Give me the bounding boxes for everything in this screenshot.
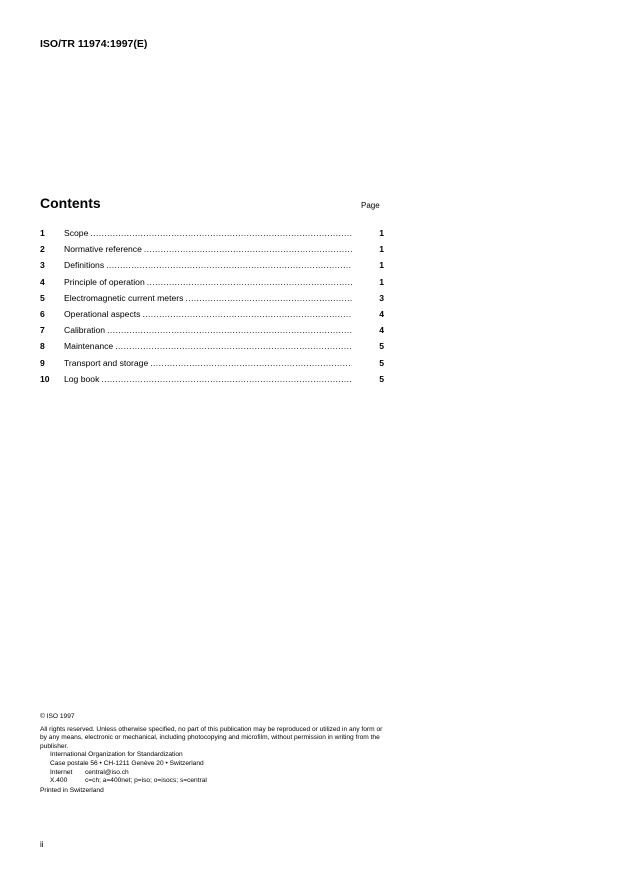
toc-entry-page: 4 (379, 325, 384, 336)
toc-entry-page: 4 (379, 308, 384, 319)
toc-entry-normative-reference[interactable] (40, 244, 384, 260)
toc-entry-number: 1 (40, 228, 45, 238)
toc-dot-leader (144, 244, 352, 254)
rights-statement: All rights reserved. Unless otherwise specified, no part of this publication may be reproduced or utilized in any form or by any means, electronic or mechanical, including photocopying and microfilm, without permission in writing from the publisher. (40, 725, 383, 750)
copyright-notice (40, 713, 385, 795)
x400-row (50, 777, 385, 786)
toc-entry-title: Maintenance (64, 341, 114, 352)
toc-entry-page: 1 (379, 244, 384, 255)
toc-entry-title: Principle of operation (64, 276, 145, 287)
toc-entry-title: Electromagnetic current meters (64, 292, 184, 303)
toc-entry-number: 8 (40, 341, 45, 352)
toc-entry-number: 10 (40, 373, 50, 384)
x400-value: c=ch; a=400net; p=iso; o=isocs; s=central (85, 777, 207, 785)
printed-in: Printed in Switzerland (40, 786, 104, 794)
toc-entry-number: 3 (40, 260, 45, 271)
toc-dot-leader (106, 260, 352, 270)
toc-dot-leader (185, 293, 352, 303)
postal-address: Case postale 56 • CH-1211 Genève 20 • Switzerland (50, 759, 204, 767)
toc-entry-number: 9 (40, 357, 45, 368)
toc-entry-title: Log book (64, 373, 100, 384)
x400-label: X.400 (50, 777, 68, 785)
toc-entry-number: 7 (40, 325, 45, 336)
toc-dot-leader (107, 325, 352, 335)
toc-entry-page: 1 (379, 228, 384, 238)
contents-heading: Contents (40, 195, 101, 211)
toc-entry-page: 5 (379, 373, 384, 384)
organization-name: International Organization for Standardization (50, 751, 183, 759)
toc-dot-leader (115, 341, 352, 351)
toc-entry-transport-and-storage[interactable] (40, 358, 384, 374)
toc-entry-maintenance[interactable] (40, 341, 384, 357)
toc-entry-electromagnetic-current-meters[interactable] (40, 293, 384, 309)
toc-entry-scope[interactable] (40, 228, 384, 244)
toc-entry-page: 3 (379, 292, 384, 303)
toc-entry-number: 4 (40, 276, 45, 287)
internet-value: central@iso.ch (85, 768, 129, 776)
toc-dot-leader (142, 309, 352, 319)
page-number: ii (40, 840, 44, 849)
toc-entry-title: Calibration (64, 325, 106, 336)
toc-entry-page: 5 (379, 357, 384, 368)
toc-dot-leader (90, 228, 352, 238)
toc-dot-leader (101, 374, 352, 384)
toc-entry-page: 5 (379, 341, 384, 352)
toc-entry-title: Scope (64, 228, 89, 238)
toc-entry-number: 6 (40, 308, 45, 319)
toc-entry-number: 2 (40, 244, 45, 255)
toc-entry-number: 5 (40, 292, 45, 303)
toc-entry-principle-of-operation[interactable] (40, 277, 384, 293)
page-column-label: Page (361, 201, 380, 210)
toc-entry-page: 1 (379, 260, 384, 271)
internet-row (50, 769, 385, 778)
table-of-contents (40, 228, 384, 390)
toc-entry-operational-aspects[interactable] (40, 309, 384, 325)
toc-entry-title: Normative reference (64, 244, 142, 255)
internet-label: Internet (50, 768, 73, 776)
toc-entry-title: Transport and storage (64, 357, 149, 368)
toc-entry-log-book[interactable] (40, 374, 384, 390)
publisher-address (40, 751, 385, 785)
toc-entry-page: 1 (379, 276, 384, 287)
toc-entry-definitions[interactable] (40, 260, 384, 276)
toc-dot-leader (147, 277, 352, 287)
document-code: ISO/TR 11974:1997(E) (40, 38, 148, 50)
toc-entry-title: Operational aspects (64, 308, 141, 319)
copyright-line: © ISO 1997 (40, 713, 75, 720)
toc-entry-title: Definitions (64, 260, 105, 271)
toc-entry-calibration[interactable] (40, 325, 384, 341)
toc-dot-leader (150, 358, 352, 368)
